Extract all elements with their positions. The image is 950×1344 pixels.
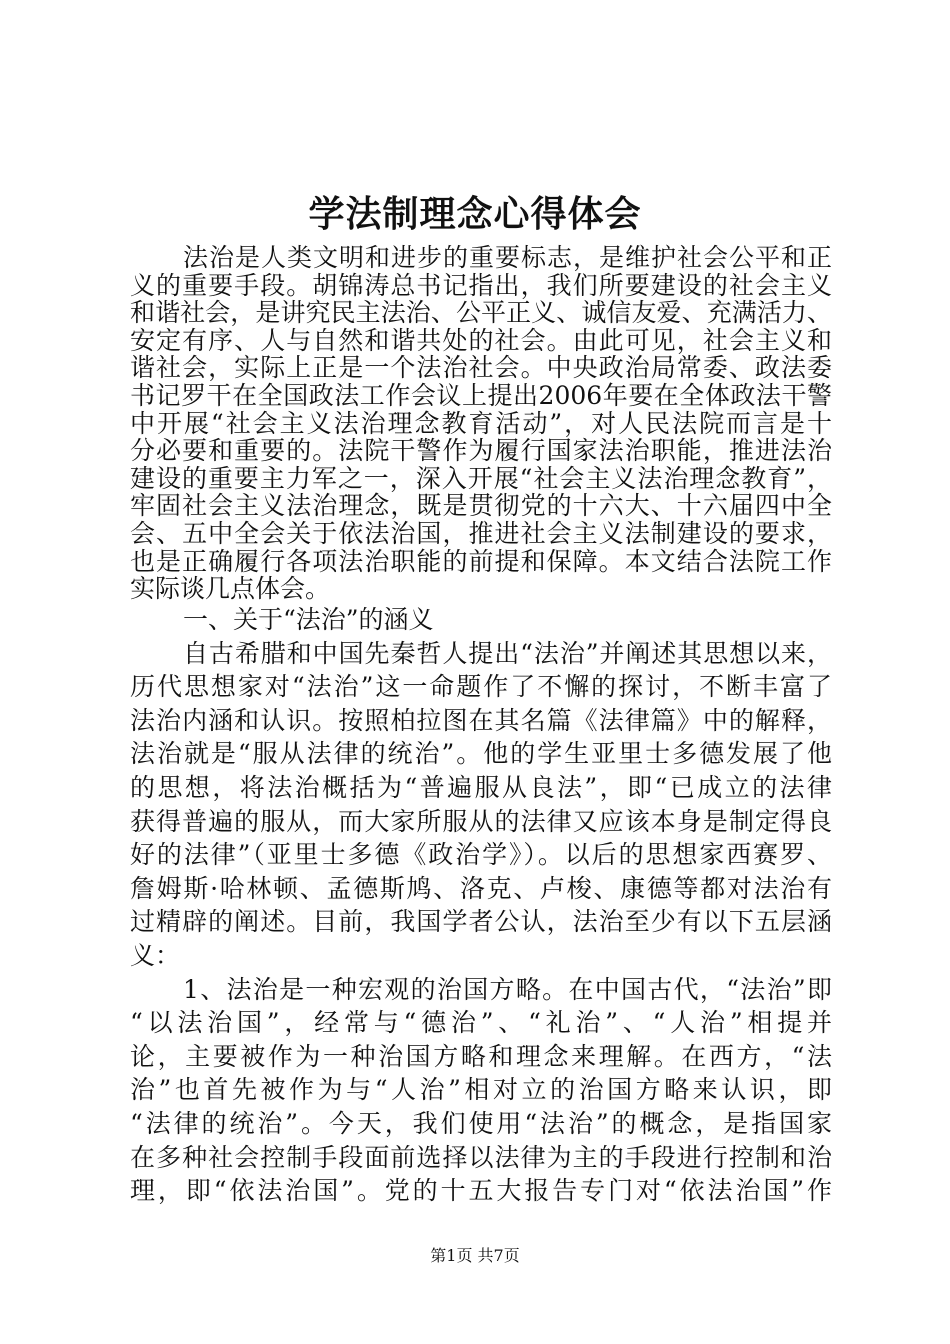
body-section-intro [130,244,832,603]
text-line: 书记罗干在全国政法工作会议上提出2006年要在全体政法干警 [130,380,832,410]
text-line: 过精辟的阐述。目前，我国学者公认，法治至少有以下五层涵 [130,907,832,937]
text-line: 中开展“社会主义法治理念教育活动”，对人民法院而言是十 [130,408,832,438]
text-line: “法律的统治”。今天，我们使用“法治”的概念，是指国家 [130,1108,832,1138]
text-line: 安定有序、人与自然和谐共处的社会。由此可见，社会主义和 [130,325,832,355]
text-line: 的思想，将法治概括为“普遍服从良法”，即“已成立的法律 [130,772,832,802]
text-line: 谐社会，实际上正是一个法治社会。中央政治局常委、政法委 [130,353,832,383]
text-line: 也是正确履行各项法治职能的前提和保障。本文结合法院工作 [130,546,832,576]
text-line: 好的法律”（亚里士多德《政治学》）。以后的思想家西赛罗、 [130,840,832,870]
text-line: 治”也首先被作为与“人治”相对立的治国方略来认识，即 [130,1075,832,1105]
text-line: 法治是人类文明和进步的重要标志，是维护社会公平和正 [183,243,832,272]
page-number: 第1页 共7页 [430,1246,520,1265]
document-title: 学法制理念心得体会 [308,193,642,235]
text-line: 会、五中全会关于依法治国，推进社会主义法制建设的要求， [130,518,832,548]
text-line: 义的重要手段。胡锦涛总书记指出，我们所要建设的社会主义 [130,270,832,300]
text-line: “以法治国”，经常与“德治”、“礼治”、“人治”相提并 [130,1008,832,1038]
text-line: 牢固社会主义法治理念，既是贯彻党的十六大、十六届四中全 [130,491,832,521]
text-line: 实际谈几点体会。 [130,574,331,604]
text-line: 詹姆斯·哈林顿、孟德斯鸠、洛克、卢梭、康德等都对法治有 [130,873,832,903]
text-line: 和谐社会，是讲究民主法治、公平正义、诚信友爱、充满活力、 [130,298,832,328]
text-line: 分必要和重要的。法院干警作为履行国家法治职能，推进法治 [130,436,832,466]
text-line: 义： [130,940,181,970]
text-line: 法治内涵和认识。按照柏拉图在其名篇《法律篇》中的解释， [130,705,832,735]
text-line: 获得普遍的服从，而大家所服从的法律又应该本身是制定得良 [130,806,832,836]
text-line: 建设的重要主力军之一，深入开展“社会主义法治理念教育”， [130,463,832,493]
text-line: 论，主要被作为一种治国方略和理念来理解。在西方，“法 [130,1041,832,1071]
text-line: 在多种社会控制手段面前选择以法律为主的手段进行控制和治 [130,1142,832,1172]
body-section-rule-of-law [130,603,832,1208]
text-line: 自古希腊和中国先秦哲人提出“法治”并阐述其思想以来， [183,638,832,668]
text-line: 历代思想家对“法治”这一命题作了不懈的探讨，不断丰富了 [130,672,832,702]
text-line: 一、关于“法治”的涵义 [183,605,434,634]
text-line: 法治就是“服从法律的统治”。他的学生亚里士多德发展了他 [130,739,832,769]
text-line: 理，即“依法治国”。党的十五大报告专门对“依法治国”作 [130,1176,832,1206]
text-line: 1、法治是一种宏观的治国方略。在中国古代，“法治”即 [183,974,832,1004]
